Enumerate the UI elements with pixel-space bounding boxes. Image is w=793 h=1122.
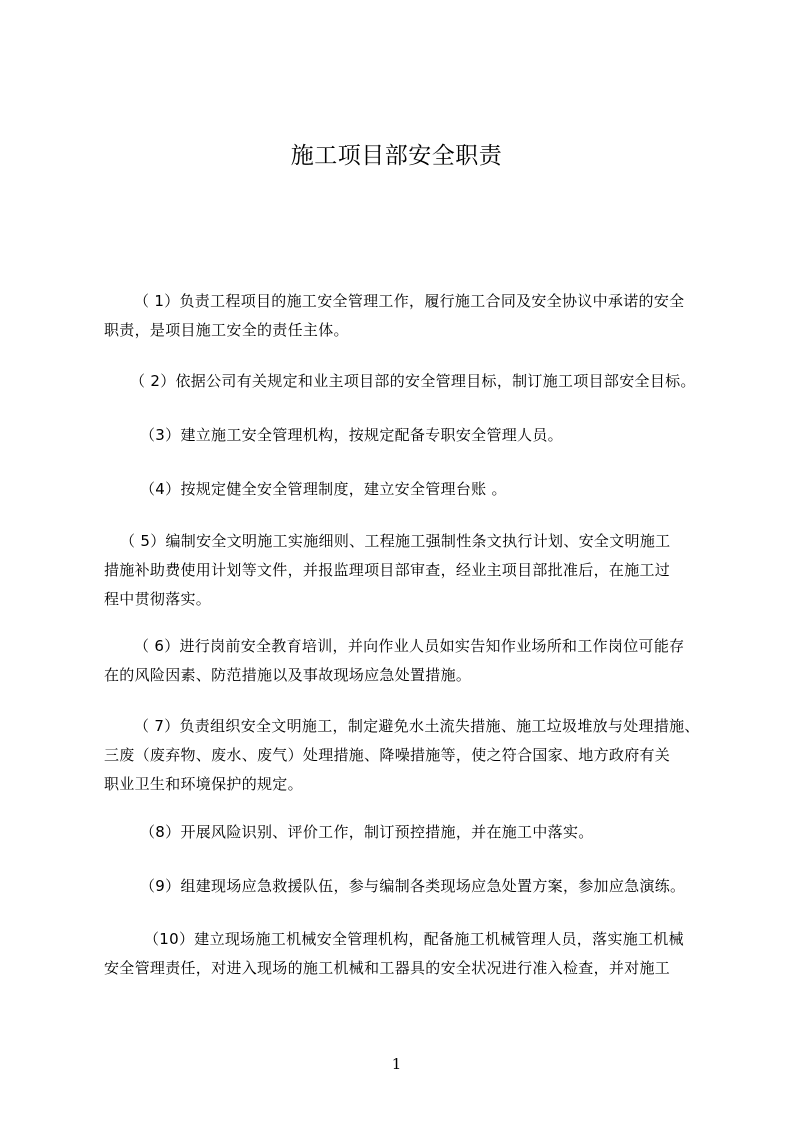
paragraph-6 xyxy=(104,632,714,690)
paragraph-line: 职责，是项目施工安全的责任主体。 xyxy=(104,321,349,339)
paragraph-5 xyxy=(104,527,714,614)
paragraph-line: （ 7）负责组织安全文明施工，制定避免水土流失措施、施工垃圾堆放与处理措施、 xyxy=(134,717,700,735)
paragraph-3 xyxy=(104,421,714,450)
paragraph-8 xyxy=(104,818,714,847)
paragraph-line: （8）开展风险识别、评价工作，制订预控措施，并在施工中落实。 xyxy=(140,823,594,841)
paragraph-line: （9）组建现场应急救援队伍，参与编制各类现场应急处置方案，参加应急演练。 xyxy=(140,877,686,895)
paragraph-line: 在的风险因素、防范措施以及事故现场应急处置措施。 xyxy=(104,666,472,684)
paragraph-line: （ 6）进行岗前安全教育培训，并向作业人员如实告知作业场所和工作岗位可能存 xyxy=(134,637,685,655)
paragraph-2 xyxy=(104,367,714,396)
paragraph-line: （ 1）负责工程项目的施工安全管理工作，履行施工合同及安全协议中承诺的安全 xyxy=(134,292,685,310)
paragraph-line: 程中贯彻落实。 xyxy=(104,590,212,608)
document-title: 施工项目部安全职责 xyxy=(290,143,503,169)
paragraph-1 xyxy=(104,287,714,345)
paragraph-10 xyxy=(104,925,714,983)
page-number: 1 xyxy=(391,1055,402,1073)
paragraph-line: 三废（废弃物、废水、废气）处理措施、降噪措施等，使之符合国家、地方政府有关 xyxy=(104,746,671,764)
paragraph-line: （ 5）编制安全文明施工实施细则、工程施工强制性条文执行计划、安全文明施工 xyxy=(120,532,671,550)
paragraph-line: （3）建立施工安全管理机构，按规定配备专职安全管理人员。 xyxy=(140,426,563,444)
paragraph-line: 职业卫生和环境保护的规定。 xyxy=(104,775,303,793)
paragraph-line: 措施补助费使用计划等文件，并报监理项目部审查，经业主项目部批准后，在施工过 xyxy=(104,561,671,579)
paragraph-line: （4）按规定健全安全管理制度，建立安全管理台账 。 xyxy=(140,480,507,498)
paragraph-4 xyxy=(104,475,714,504)
paragraph-9 xyxy=(104,872,714,901)
paragraph-line: 安全管理责任，对进入现场的施工机械和工器具的安全状况进行准入检查，并对施工 xyxy=(104,959,671,977)
paragraph-line: （10）建立现场施工机械安全管理机构，配备施工机械管理人员，落实施工机械 xyxy=(144,930,684,948)
paragraph-line: （ 2）依据公司有关规定和业主项目部的安全管理目标，制订施工项目部安全目标。 xyxy=(130,372,696,390)
paragraph-7 xyxy=(104,712,714,799)
